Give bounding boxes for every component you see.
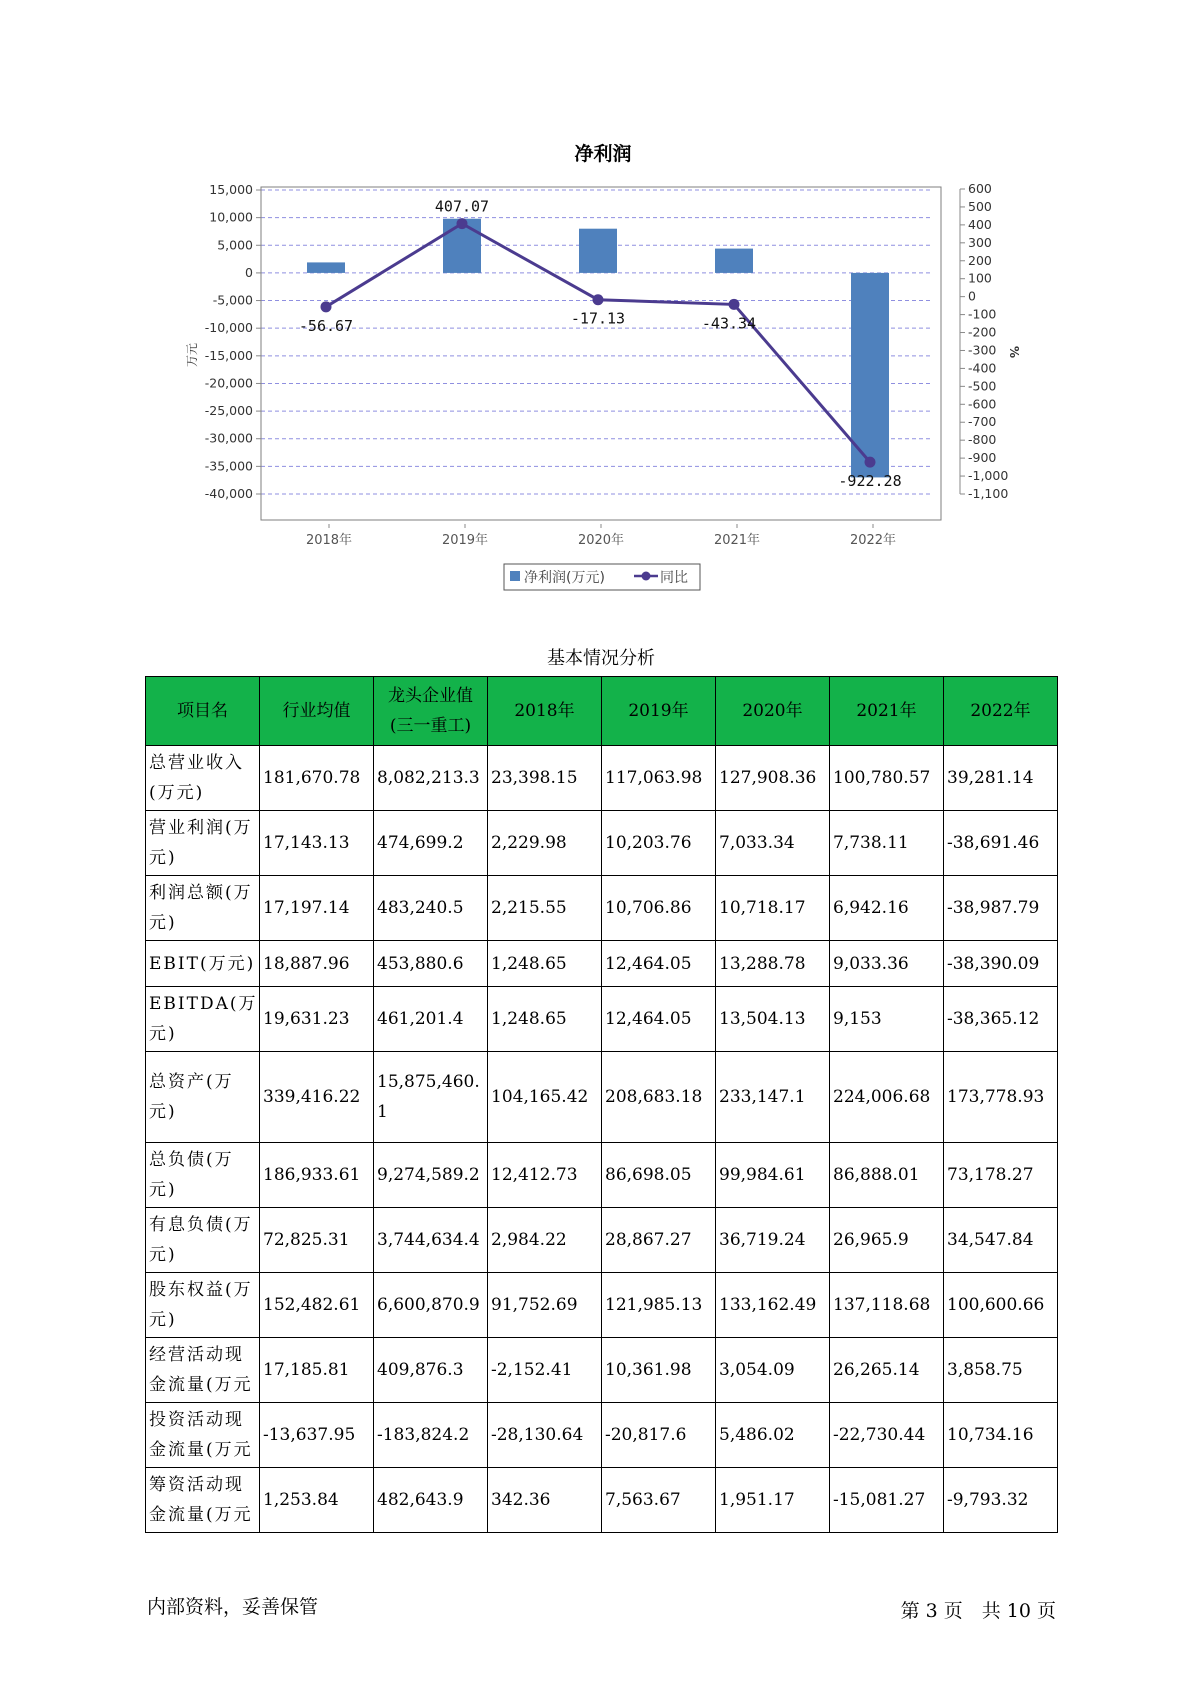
row-label-cell: EBIT(万元) [146,941,260,987]
table-cell: -9,793.32 [944,1468,1058,1533]
table-cell: 173,778.93 [944,1052,1058,1143]
table-cell: 39,281.14 [944,746,1058,811]
left-tick-label: -40,000 [204,486,253,501]
row-label-cell: 总负债(万元) [146,1143,260,1208]
basic-analysis-table [145,676,1058,1533]
table-cell: 19,631.23 [260,987,374,1052]
left-tick-label: 10,000 [209,209,253,225]
table-cell: 186,933.61 [260,1143,374,1208]
table-cell: 9,274,589.2 [374,1143,488,1208]
table-cell: -183,824.2 [374,1403,488,1468]
table-cell: 34,547.84 [944,1208,1058,1273]
legend-line-marker [642,572,651,581]
left-axis-label: 万元 [185,342,199,368]
table-cell: 483,240.5 [374,876,488,941]
table-cell: 17,185.81 [260,1338,374,1403]
legend-bar-swatch [510,571,520,581]
x-axis [306,524,896,548]
row-label-cell: 有息负债(万元) [146,1208,260,1273]
x-tick-label: 2021年 [713,533,761,548]
table-header-cell: 龙头企业值(三一重工) [374,677,488,746]
table-cell: 100,600.66 [944,1273,1058,1338]
chart-title: 净利润 [574,143,632,165]
table-row [146,1052,1058,1143]
row-label-cell: 筹资活动现金流量(万元 [146,1468,260,1533]
table-cell: 13,288.78 [716,941,830,987]
x-tick-label: 2022年 [849,533,897,548]
row-label-cell: 总营业收入(万元) [146,746,260,811]
table-cell: 17,197.14 [260,876,374,941]
table-row [146,1338,1058,1403]
x-tick-label: 2018年 [305,533,353,548]
table-cell: 409,876.3 [374,1338,488,1403]
table-cell: 474,699.2 [374,811,488,876]
right-tick-label: -600 [968,396,997,412]
right-tick-label: -1,100 [968,486,1009,501]
row-label-cell: 总资产(万元) [146,1052,260,1143]
table-cell: 3,858.75 [944,1338,1058,1403]
left-y-axis [205,182,261,501]
left-tick-label: -5,000 [212,292,253,308]
table-cell: 99,984.61 [716,1143,830,1208]
x-tick-label: 2020年 [577,533,625,548]
right-tick-label: -1,000 [968,468,1009,484]
right-tick-label: -200 [968,324,997,340]
table-title: 基本情况分析 [547,648,655,669]
left-tick-label: 5,000 [217,237,253,253]
table-header-cell: 2020年 [716,677,830,746]
table-cell: -28,130.64 [488,1403,602,1468]
table-cell: 181,670.78 [260,746,374,811]
table-cell: 26,265.14 [830,1338,944,1403]
table-cell: 3,054.09 [716,1338,830,1403]
table-cell: 7,738.11 [830,811,944,876]
right-tick-label: 300 [968,234,992,250]
table-cell: 117,063.98 [602,746,716,811]
table-cell: -20,817.6 [602,1403,716,1468]
table-cell: 233,147.1 [716,1052,830,1143]
table-cell: 133,162.49 [716,1273,830,1338]
left-tick-label: -35,000 [204,458,253,474]
right-tick-label: -700 [968,414,997,430]
yoy-data-label: -43.34 [701,314,757,333]
table-cell: 3,744,634.4 [374,1208,488,1273]
table-row [146,746,1058,811]
yoy-data-label: 407.07 [434,197,490,216]
table-cell: 342.36 [488,1468,602,1533]
right-tick-label: -800 [968,432,997,448]
yoy-point [593,294,604,305]
row-label-cell: EBITDA(万元) [146,987,260,1052]
table-cell: 23,398.15 [488,746,602,811]
row-label-cell: 股东权益(万元) [146,1273,260,1338]
footer-confidential-note: 内部资料，妥善保管 [147,1596,319,1618]
left-tick-label: -10,000 [204,320,253,336]
table-cell: 8,082,213.3 [374,746,488,811]
table-cell: 127,908.36 [716,746,830,811]
table-cell: 6,942.16 [830,876,944,941]
legend-line-label: 同比 [660,570,688,586]
table-row [146,1403,1058,1468]
left-tick-label: 0 [245,264,253,280]
chart-legend [504,564,700,590]
table-cell: 9,033.36 [830,941,944,987]
table-row [146,876,1058,941]
right-tick-label: 100 [968,270,992,286]
table-cell: 7,563.67 [602,1468,716,1533]
table-cell: 6,600,870.9 [374,1273,488,1338]
table-cell: -2,152.41 [488,1338,602,1403]
table-cell: -38,365.12 [944,987,1058,1052]
legend-bar-label: 净利润(万元) [524,570,605,586]
row-label-cell: 利润总额(万元) [146,876,260,941]
yoy-point [729,299,740,310]
table-cell: 1,248.65 [488,987,602,1052]
table-cell: 10,718.17 [716,876,830,941]
table-header-cell: 2018年 [488,677,602,746]
bar-2018年 [307,262,345,273]
table-row [146,1208,1058,1273]
table-cell: 12,412.73 [488,1143,602,1208]
table-cell: 137,118.68 [830,1273,944,1338]
table-cell: 224,006.68 [830,1052,944,1143]
net-profit-chart [0,0,1191,620]
table-row [146,1468,1058,1533]
table-cell: -22,730.44 [830,1403,944,1468]
table-cell: 12,464.05 [602,941,716,987]
table-cell: 482,643.9 [374,1468,488,1533]
right-y-axis [960,181,1008,501]
table-cell: 1,248.65 [488,941,602,987]
right-axis-label: % [1007,345,1021,359]
yoy-data-label: -922.28 [838,472,902,491]
table-cell: -15,081.27 [830,1468,944,1533]
table-cell: 15,875,460.1 [374,1052,488,1143]
right-tick-label: -300 [968,342,997,358]
table-cell: 152,482.61 [260,1273,374,1338]
left-tick-label: -20,000 [204,375,253,391]
table-cell: 86,888.01 [830,1143,944,1208]
footer-page-number: 第 3 页 共 10 页 [900,1600,1056,1622]
right-tick-label: -500 [968,378,997,394]
table-cell: 5,486.02 [716,1403,830,1468]
table-row [146,811,1058,876]
table-cell: -38,691.46 [944,811,1058,876]
table-row [146,987,1058,1052]
right-tick-label: 500 [968,198,992,214]
table-cell: 10,361.98 [602,1338,716,1403]
table-header-cell: 行业均值 [260,677,374,746]
table-row [146,1143,1058,1208]
table-cell: 1,253.84 [260,1468,374,1533]
table-cell: 10,706.86 [602,876,716,941]
table-cell: 86,698.05 [602,1143,716,1208]
table-cell: 9,153 [830,987,944,1052]
table-cell: 91,752.69 [488,1273,602,1338]
left-tick-label: -15,000 [204,347,253,363]
right-tick-label: 600 [968,181,992,196]
table-header-cell: 2022年 [944,677,1058,746]
right-tick-label: 400 [968,216,992,232]
table-cell: 2,215.55 [488,876,602,941]
row-label-cell: 投资活动现金流量(万元 [146,1403,260,1468]
table-cell: 26,965.9 [830,1208,944,1273]
table-row [146,941,1058,987]
table-cell: 453,880.6 [374,941,488,987]
table-cell: 36,719.24 [716,1208,830,1273]
bar-2020年 [579,229,617,273]
left-tick-label: 15,000 [209,182,253,197]
table-cell: 461,201.4 [374,987,488,1052]
table-cell: 7,033.34 [716,811,830,876]
table-cell: -38,987.79 [944,876,1058,941]
right-tick-label: -900 [968,450,997,466]
table-cell: 17,143.13 [260,811,374,876]
table-cell: 100,780.57 [830,746,944,811]
right-tick-label: -100 [968,306,997,322]
table-cell: -38,390.09 [944,941,1058,987]
yoy-point [865,457,876,468]
table-row [146,1273,1058,1338]
x-tick-label: 2019年 [441,533,489,548]
table-header-row [146,677,1058,746]
left-tick-label: -25,000 [204,403,253,419]
yoy-data-label: -56.67 [298,316,354,335]
table-cell: 121,985.13 [602,1273,716,1338]
table-cell: 2,984.22 [488,1208,602,1273]
table-cell: 10,203.76 [602,811,716,876]
table-cell: 2,229.98 [488,811,602,876]
table-cell: 10,734.16 [944,1403,1058,1468]
table-cell: 13,504.13 [716,987,830,1052]
right-tick-label: 200 [968,252,992,268]
table-header-cell: 项目名 [146,677,260,746]
table-cell: 28,867.27 [602,1208,716,1273]
left-tick-label: -30,000 [204,430,253,446]
table-cell: 339,416.22 [260,1052,374,1143]
table-cell: 73,178.27 [944,1143,1058,1208]
table-cell: 72,825.31 [260,1208,374,1273]
yoy-point [321,301,332,312]
yoy-point [457,218,468,229]
table-cell: 18,887.96 [260,941,374,987]
table-cell: 1,951.17 [716,1468,830,1533]
bar-2021年 [715,249,753,273]
table-cell: 104,165.42 [488,1052,602,1143]
row-label-cell: 经营活动现金流量(万元 [146,1338,260,1403]
right-tick-label: -400 [968,360,997,376]
table-cell: -13,637.95 [260,1403,374,1468]
right-tick-label: 0 [968,288,976,304]
table-cell: 208,683.18 [602,1052,716,1143]
table-header-cell: 2021年 [830,677,944,746]
table-cell: 12,464.05 [602,987,716,1052]
row-label-cell: 营业利润(万元) [146,811,260,876]
yoy-data-label: -17.13 [570,309,626,328]
table-header-cell: 2019年 [602,677,716,746]
